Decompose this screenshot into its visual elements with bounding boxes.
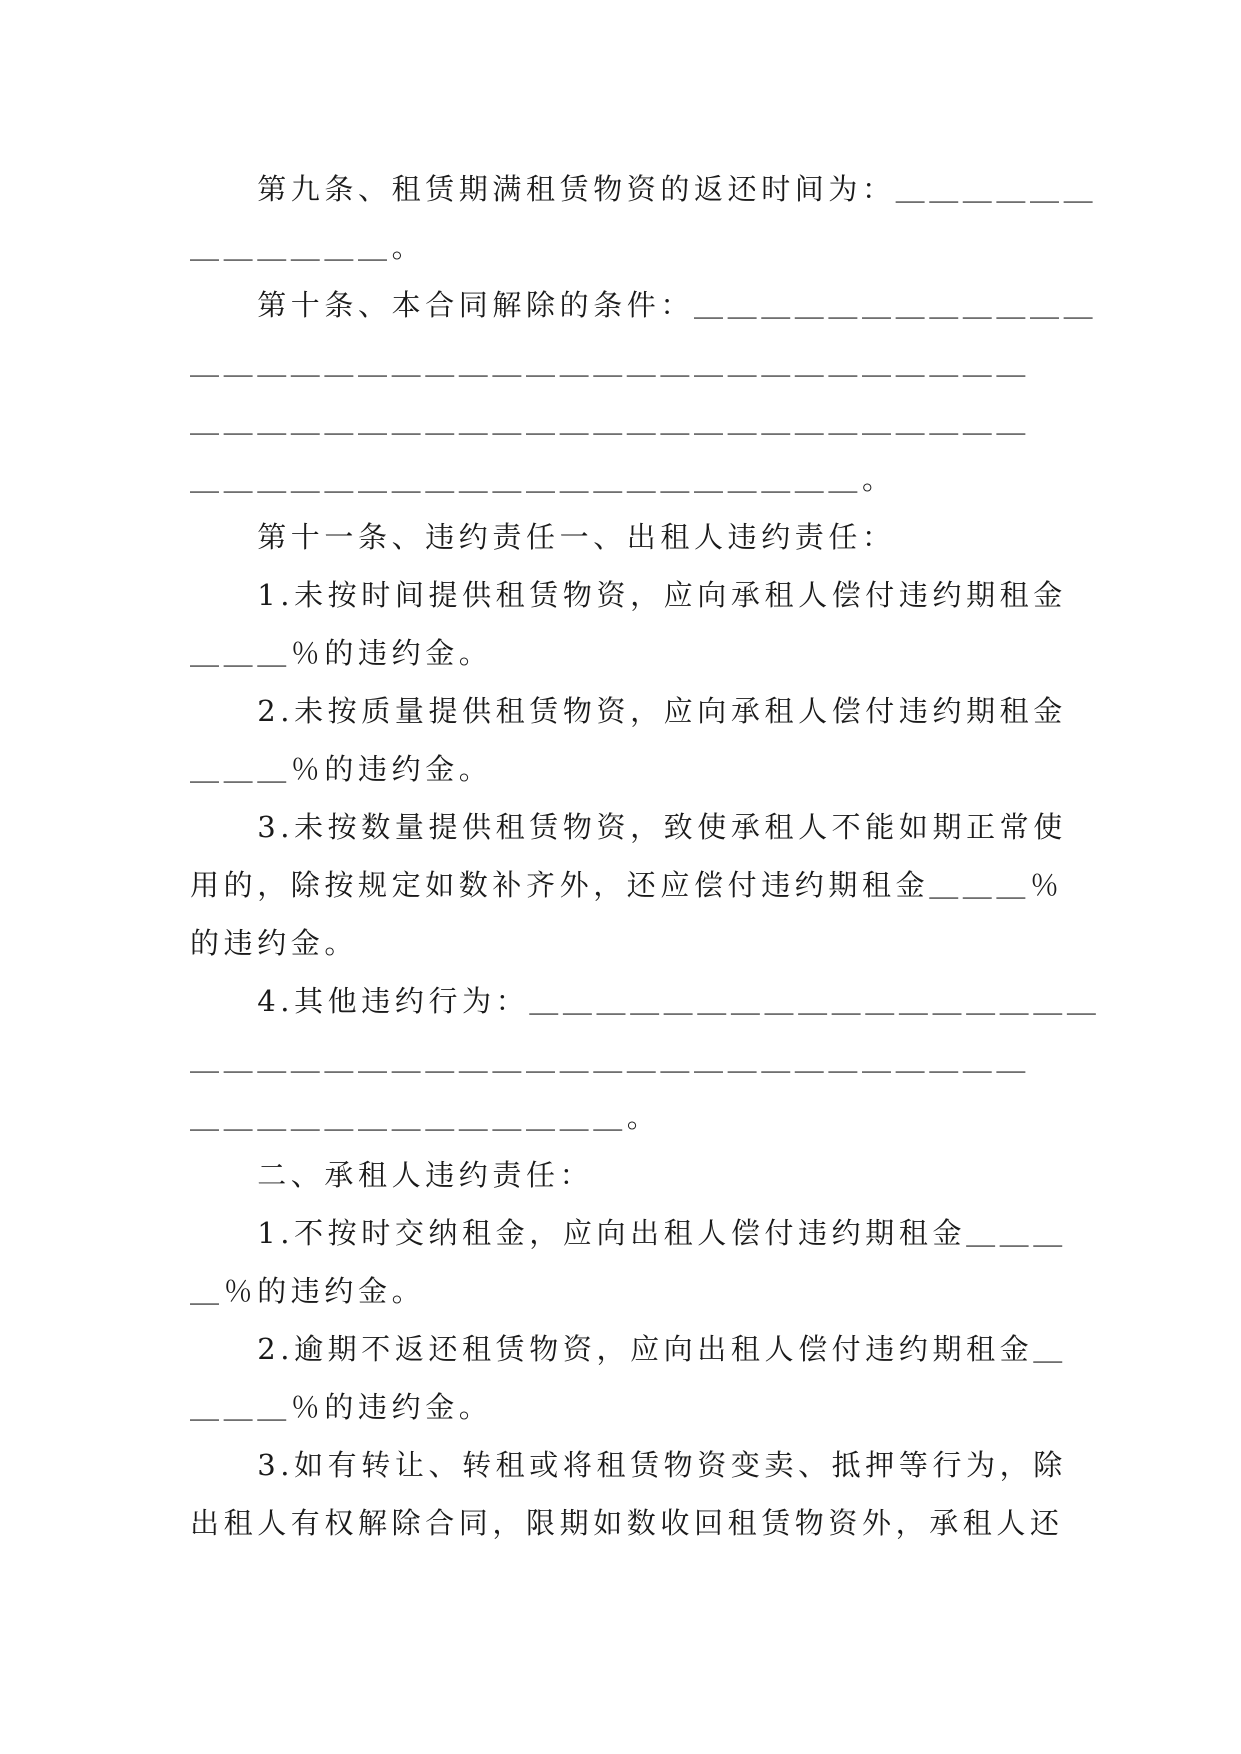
text-line: ＿％的违约金。 [190, 1274, 426, 1308]
text-line: ＿＿＿％的违约金。 [190, 752, 493, 786]
text-line: ＿＿＿＿＿＿＿＿＿＿＿＿＿＿＿＿＿＿＿＿＿＿＿＿＿ [190, 1042, 1031, 1076]
text-line: 第九条、租赁期满租赁物资的返还时间为：＿＿＿＿＿＿ [190, 172, 1098, 206]
text-line: 1.不按时交纳租金，应向出租人偿付违约期租金＿＿＿ [190, 1216, 1067, 1250]
text-line: 用的，除按规定如数补齐外，还应偿付违约期租金＿＿＿％ [190, 868, 1064, 902]
text-line: 1.未按时间提供租赁物资，应向承租人偿付违约期租金 [190, 578, 1067, 612]
text-line: 的违约金。 [190, 926, 359, 960]
text-line: ＿＿＿＿＿＿。 [190, 230, 426, 264]
text-line: ＿＿＿％的违约金。 [190, 636, 493, 670]
contract-text [190, 160, 1101, 1552]
text-line: ＿＿＿＿＿＿＿＿＿＿＿＿＿＿＿＿＿＿＿＿＿＿＿＿＿ [190, 346, 1031, 380]
text-line: 二、承租人违约责任： [190, 1158, 594, 1192]
text-line: ＿＿＿％的违约金。 [190, 1390, 493, 1424]
text-line: 4.其他违约行为：＿＿＿＿＿＿＿＿＿＿＿＿＿＿＿＿＿ [190, 984, 1101, 1018]
text-line: 3.如有转让、转租或将租赁物资变卖、抵押等行为，除 [190, 1448, 1067, 1482]
text-line: 出租人有权解除合同，限期如数收回租赁物资外，承租人还 [190, 1506, 1064, 1540]
text-line: 3.未按数量提供租赁物资，致使承租人不能如期正常使 [190, 810, 1067, 844]
text-line: 2.逾期不返还租赁物资，应向出租人偿付违约期租金＿ [190, 1332, 1067, 1366]
text-line: 2.未按质量提供租赁物资，应向承租人偿付违约期租金 [190, 694, 1067, 728]
text-line: ＿＿＿＿＿＿＿＿＿＿＿＿＿＿＿＿＿＿＿＿。 [190, 462, 896, 496]
text-line: ＿＿＿＿＿＿＿＿＿＿＿＿＿＿＿＿＿＿＿＿＿＿＿＿＿ [190, 404, 1031, 438]
text-line: 第十一条、违约责任一、出租人违约责任： [190, 520, 896, 554]
text-line: ＿＿＿＿＿＿＿＿＿＿＿＿＿。 [190, 1100, 661, 1134]
text-line: 第十条、本合同解除的条件：＿＿＿＿＿＿＿＿＿＿＿＿ [190, 288, 1098, 322]
